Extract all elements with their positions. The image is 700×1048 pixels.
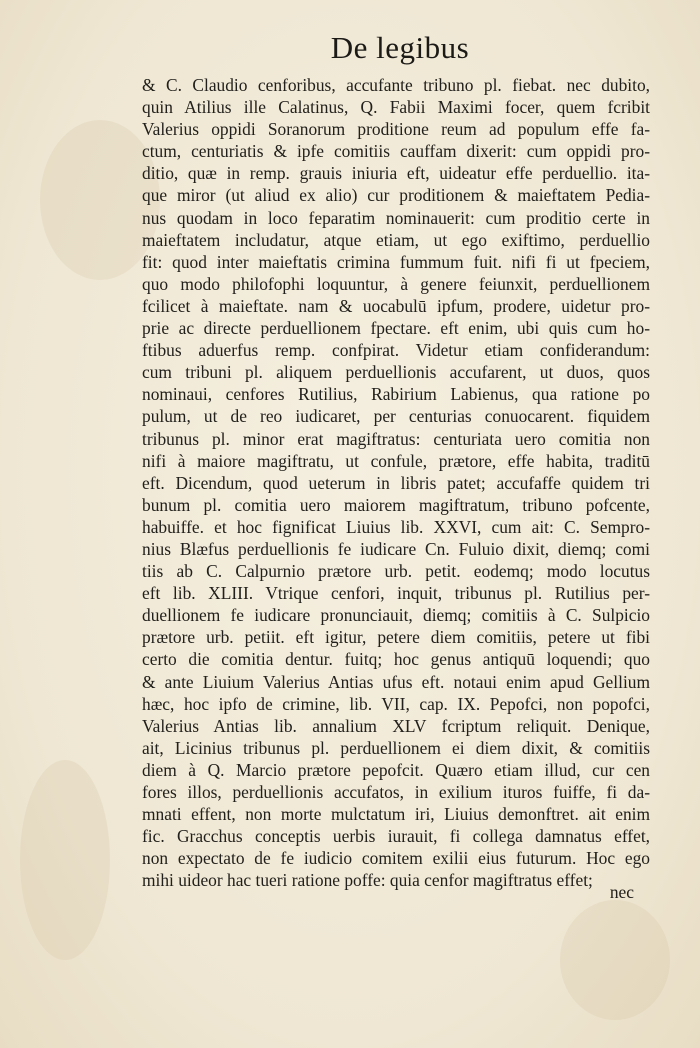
text-line: prætore urb. petiit. eft igitur, petere diem comitiis, petere ut fibi [142,627,650,648]
text-line: fores illos, perduellionis accufatos, in exilium ituros fuiffe, fi da- [142,782,650,802]
text-line: & C. Claudio cenforibus, accufante tribuno pl. fiebat. nec dubito, [142,75,650,95]
text-line: quin Atilius ille Calatinus, Q. Fabii Maximi focer, quem fcribit [142,97,650,118]
paper-stain [560,900,670,1020]
text-line: ait, Licinius tribunus pl. perduellionem ei diem dixit, & comitiis [142,737,650,758]
paper-stain [20,760,110,960]
text-line: Valerius Antias lib. annalium XLV fcriptum reliquit. Denique, [142,715,650,736]
text-line: nius Blæfus perduellionis fe iudicare Cn. Fuluio dixit, diemq; comi [142,538,650,559]
text-line: fcilicet à maieftate. nam & uocabulū ipfum, prodere, uidetur pro- [142,295,650,316]
text-line: fit: quod inter maieftatis crimina fummum fuit. nifi fi ut fpeciem, [142,251,650,272]
text-line: quo modo philofophi loquuntur, à genere feiunxit, perduellionem [142,273,650,294]
running-head: De legibus [330,30,470,65]
text-line: ditio, quæ in remp. grauis iniuria eft, uideatur effe perduellio. ita- [142,163,650,184]
text-line: prie ac directe perduellionem fpectare. eft enim, ubi quis cum ho- [142,318,650,339]
text-line: & ante Liuium Valerius Antias ufus eft. notaui enim apud Gellium [142,671,650,692]
text-line: non expectato de fe iudicio comitem exilii eius futurum. Hoc ego [142,848,650,869]
text-line: diem à Q. Marcio prætore pepofcit. Quæro etiam illud, cur cen [142,759,650,780]
text-line: duellionem fe iudicare pronunciauit, diemq; comitiis à C. Sulpicio [142,605,650,626]
text-line: Valerius oppidi Soranorum proditione reum ad populum effe fa- [142,119,650,140]
text-line: mnati effent, non morte mulctatum iri, Liuius demonftret. ait enim [142,804,650,825]
text-line: ctum, centuriatis & ipfe comitiis cauffam dixerit: cum oppidi pro- [142,141,650,162]
text-line: nominaui, cenfores Rutilius, Rabirium Labienus, qua ratione po [142,384,650,405]
text-line: cum tribuni pl. aliquem perduellionis accufarent, ut duos, quos [142,362,650,383]
text-line: habuiffe. et hoc fignificat Liuius lib. XXVI, cum ait: C. Sempro- [142,516,650,537]
text-line: certo die comitia dentur. fuitq; hoc genus antiquū loquendi; quo [142,649,650,670]
text-line: bunum pl. comitia uero maiorem magiftratum, tribuno pofcente, [142,494,650,515]
text-line: nus quodam in loco feparatim nominauerit: cum proditio certe in [142,207,650,228]
text-line: eft. Dicendum, quod ueterum in libris patet; accufaffe quidem tri [142,472,650,493]
text-line: ftibus aduerfus remp. confpirat. Videtur etiam confiderandum: [142,340,650,361]
text-line: nifi à maiore magiftratu, ut confule, prætore, effe habita, traditū [142,450,650,471]
text-line: fic. Gracchus conceptis uerbis iurauit, fi collega damnatus effet, [142,826,650,847]
text-line: maieftatem includatur, atque etiam, ut ego exiftimo, perduellio [142,229,650,250]
text-line: eft lib. XLIII. Vtrique cenfori, inquit, tribunus pl. Rutilius per- [142,583,650,604]
text-line: hæc, hoc ipfo de crimine, lib. VII, cap. IX. Pepofci, non popofci, [142,693,650,714]
text-line: que miror (ut aliud ex alio) cur proditionem & maieftatem Pedia- [142,185,650,206]
catchword: nec [609,882,634,902]
text-line: pulum, ut de reo iudicaret, per centurias conuocarent. fiquidem [142,406,650,427]
text-block [142,74,650,891]
text-line: tribunus pl. minor erat magiftratus: centuriata uero comitia non [142,428,650,449]
text-line: tiis ab C. Calpurnio prætore urb. petit. eodemq; modo locutus [142,561,650,582]
text-line: mihi uideor hac tueri ratione poffe: quia cenfor magiftratus effet; [142,870,593,891]
